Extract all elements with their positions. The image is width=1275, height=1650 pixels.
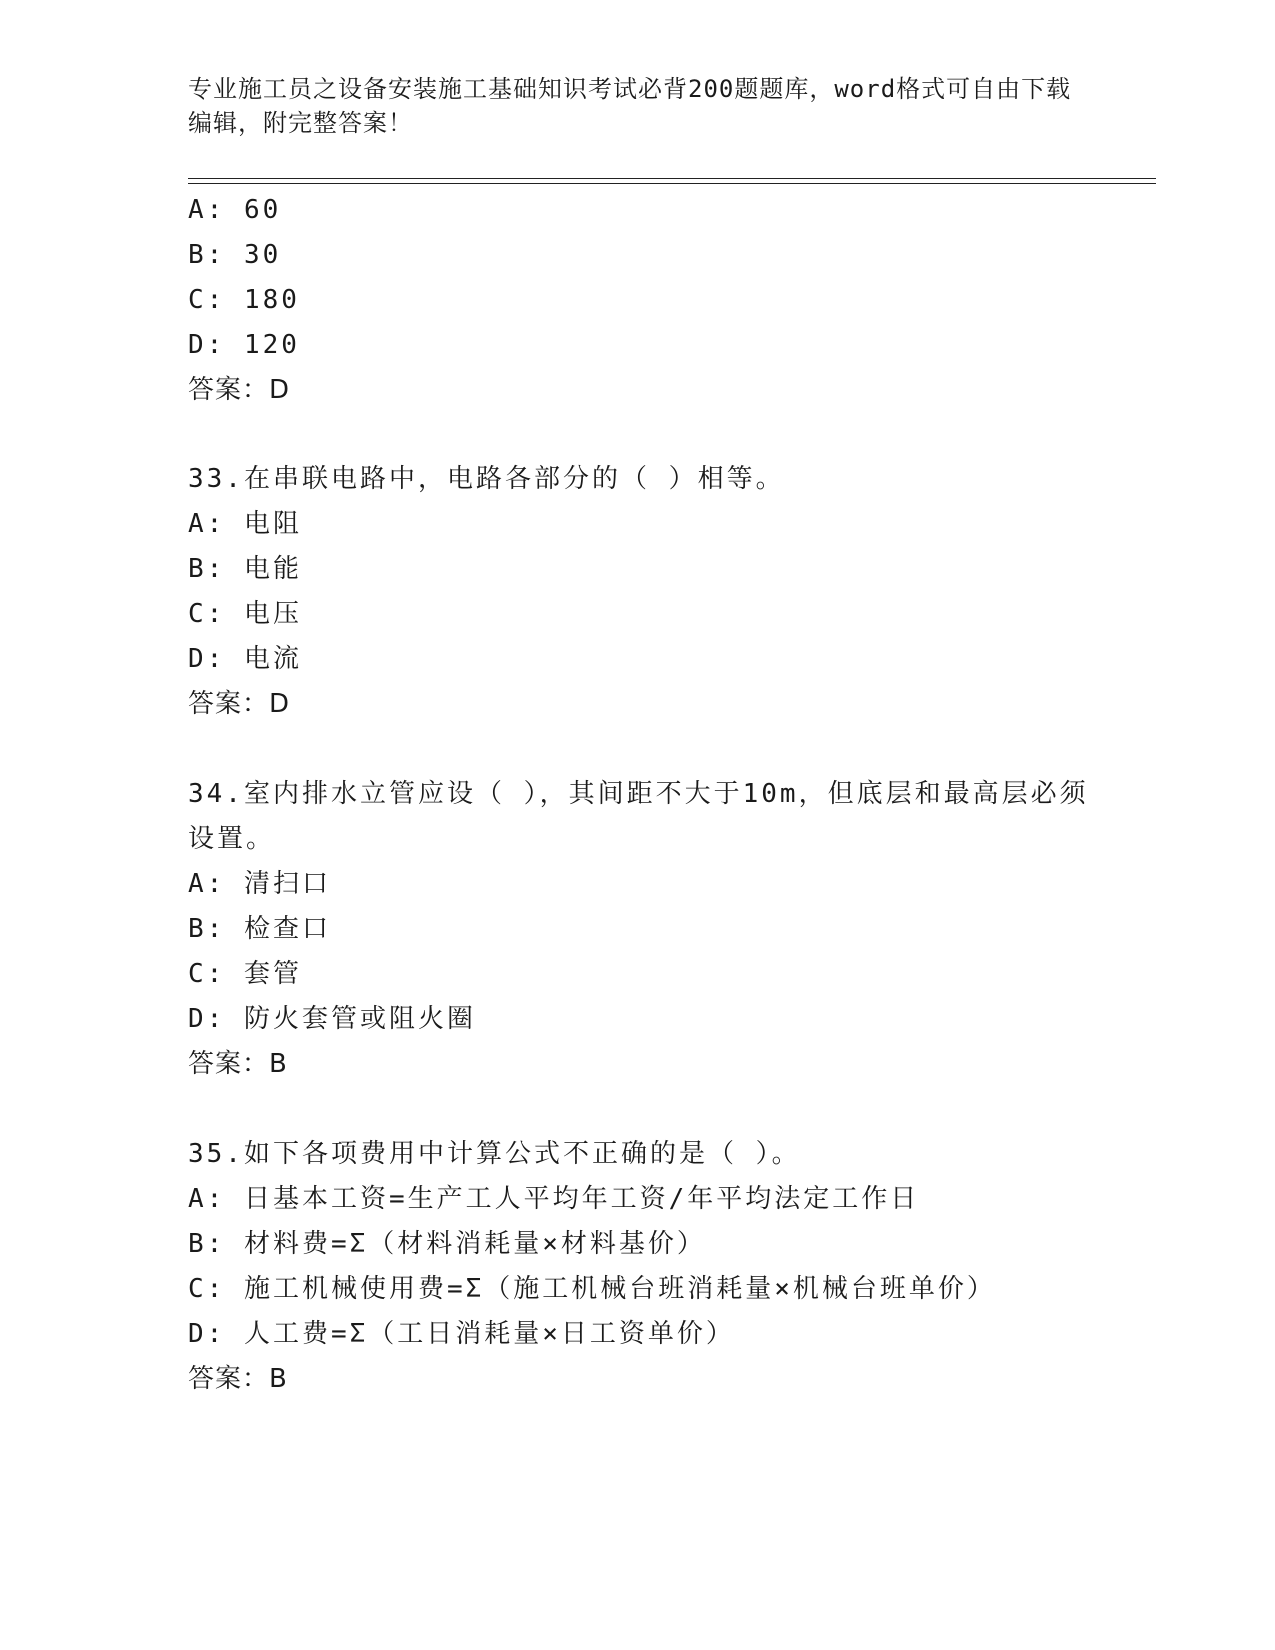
header-divider-bottom (188, 183, 1156, 184)
q34-question-line-1: 34.室内排水立管应设（ ），其间距不大于10m，但底层和最高层必须 (188, 779, 1089, 809)
header-line-1: 专业施工员之设备安装施工基础知识考试必背200题题库，word格式可自由下载 (188, 75, 1072, 103)
page-header (188, 72, 1088, 140)
q35-option-b: B: 材料费=Σ（材料消耗量×材料基价） (188, 1229, 706, 1259)
q34-option-c: C: 套管 (188, 959, 302, 989)
q34-option-d: D: 防火套管或阻火圈 (188, 1004, 476, 1034)
q32-option-c: C: 180 (188, 285, 300, 315)
q32-answer: 答案：D (188, 375, 291, 405)
q33-answer: 答案：D (188, 689, 291, 719)
q33-option-a: A: 电阻 (188, 509, 302, 539)
q35-option-d: D: 人工费=Σ（工日消耗量×日工资单价） (188, 1319, 735, 1349)
q32-option-b: B: 30 (188, 240, 282, 270)
q34-question-line-2: 设置。 (188, 824, 276, 854)
q34-answer: 答案：B (188, 1049, 288, 1079)
q33-option-c: C: 电压 (188, 599, 302, 629)
q35-option-c: C: 施工机械使用费=Σ（施工机械台班消耗量×机械台班单价） (188, 1274, 996, 1304)
q35-question: 35.如下各项费用中计算公式不正确的是（ ）。 (188, 1139, 801, 1169)
q32-option-a: A: 60 (188, 195, 282, 225)
q33-question: 33.在串联电路中，电路各部分的（ ）相等。 (188, 464, 785, 494)
header-divider-top (188, 178, 1156, 179)
q32-option-d: D: 120 (188, 330, 300, 360)
q35-answer: 答案：B (188, 1364, 288, 1394)
q34-option-a: A: 清扫口 (188, 869, 331, 899)
q33-option-b: B: 电能 (188, 554, 302, 584)
header-line-2: 编辑，附完整答案！ (188, 109, 413, 137)
q33-option-d: D: 电流 (188, 644, 302, 674)
q35-option-a: A: 日基本工资=生产工人平均年工资/年平均法定工作日 (188, 1184, 920, 1214)
q34-option-b: B: 检查口 (188, 914, 331, 944)
